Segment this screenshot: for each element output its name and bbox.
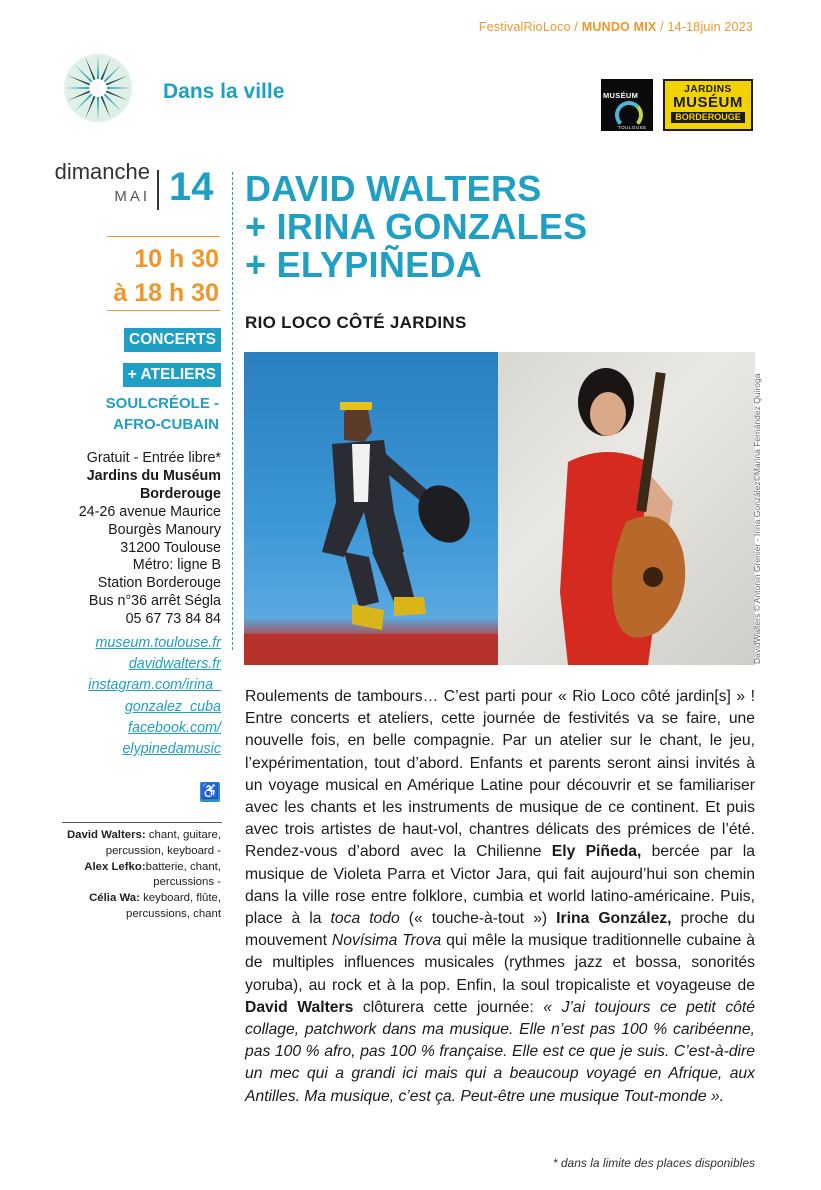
address-line2: Bourgès Manoury xyxy=(108,521,221,538)
credit-role: batterie, chant, xyxy=(145,860,221,873)
title-line2: + IRINA GONZALES xyxy=(245,206,588,247)
credit-name: Alex Lefko: xyxy=(84,860,146,873)
practical-info xyxy=(79,450,221,629)
artist-quote: « J’ai toujours ce petit côté collage, patchwork dans ma musique. Elle n’est pas 100 % caribéenne, pas 100 % afro, pas 100 % française. Elle est ce que je suis. C’est-à-dire un mec qui a grandi ici mais qui a beaucoup voyagé en Afrique, aux Antilles. Ma musique, c’est ça. Peut-être une musique Tout-monde ». xyxy=(245,998,755,1105)
price: Gratuit - Entrée libre* xyxy=(86,450,221,466)
artist-name-david: David Walters xyxy=(245,998,354,1016)
link-facebook[interactable]: facebook.com/ xyxy=(128,719,221,736)
body-italic: Novísima Trova xyxy=(331,932,442,950)
body-italic: toca todo xyxy=(330,910,400,928)
jardins-museum-logo xyxy=(663,79,753,131)
address-line1: 24-26 avenue Maurice xyxy=(78,503,221,520)
credit-name: Célia Wa: xyxy=(89,892,140,905)
museum-logo xyxy=(601,79,653,131)
credit-line xyxy=(67,907,221,923)
credit-role: keyboard, flûte, xyxy=(139,892,221,905)
festival-name: FestivalRioLoco / xyxy=(478,20,582,34)
section-title: Dans la ville xyxy=(163,80,285,103)
date-separator xyxy=(157,170,159,210)
event-subtitle: RIO LOCO CÔTÉ JARDINS xyxy=(245,313,467,332)
link-instagram[interactable]: instagram.com/irina_ xyxy=(88,677,221,694)
wheelchair-icon: ♿ xyxy=(200,783,220,800)
jardins-logo-line1: JARDINS xyxy=(684,84,732,95)
genre-line2: AFRO-CUBAIN xyxy=(113,416,219,433)
david-walters-figure xyxy=(244,352,498,665)
column-divider xyxy=(232,172,233,650)
day-number: 14 xyxy=(169,165,214,209)
event-date xyxy=(55,160,150,205)
body-text-part: bercée par la musique de Violeta Parra et Victor Jara, qui fait aujourd’hui son chemin dans la ville rose entre folklore, cumbia et world latino-américaine. Puis, place à la xyxy=(245,843,756,928)
month: MAI xyxy=(114,188,150,205)
credit-line xyxy=(67,828,221,844)
genre-line1: SOULCRÉOLE - xyxy=(105,395,219,412)
link-museum[interactable]: museum.toulouse.fr xyxy=(95,635,221,651)
time-rule-top xyxy=(107,236,220,237)
genre xyxy=(106,393,219,435)
body-text-part: proche du mouvement xyxy=(245,910,756,950)
festival-header xyxy=(479,20,753,34)
link-davidwalters[interactable]: davidwalters.fr xyxy=(128,656,221,673)
bus: Bus n°36 arrêt Ségla xyxy=(88,593,221,610)
museum-logo-text: MUSÉUM xyxy=(603,91,639,100)
musician-credits xyxy=(67,828,221,923)
credit-role: chant, guitare, xyxy=(145,829,221,841)
jardins-logo-line3: BORDEROUGE xyxy=(671,112,745,123)
photo-david-walters xyxy=(244,352,498,665)
tag-ateliers: + ATELIERS xyxy=(123,363,221,387)
city: 31200 Toulouse xyxy=(120,539,221,556)
venue-line2: Borderouge xyxy=(139,485,221,502)
time-end: à 18 h 30 xyxy=(113,279,219,307)
photo-irina-gonzales xyxy=(498,352,755,665)
event-title xyxy=(245,170,588,284)
event-description xyxy=(245,686,755,1108)
tag-concerts: CONCERTS xyxy=(124,328,221,352)
venue-line1: Jardins du Muséum xyxy=(86,467,221,484)
festival-dates: / 14-18juin 2023 xyxy=(656,20,753,34)
credit-name: David Walters: xyxy=(66,829,146,841)
body-text-part: Roulements de tambours… C’est parti pour « Rio Loco côté jardin[s] » ! Entre concerts et ateliers, cette journée de festivités va se faire, une nouvelle fois, en belle compagnie. Par un atelier sur le chant, le jeu, l’expérimentation, tout d’abord. Enfants et parents seront ainsi invités à un voyage musical en Amérique Latine pour découvrir et se familiariser avec les chants et les instruments de musique de ce continent. Et puis avec trois artistes de haut-vol, chantres délicats des prémices de l’été. Rendez-vous d’abord avec la Chilienne xyxy=(245,688,755,861)
festival-star-logo xyxy=(62,52,134,124)
artist-name-ely: Ely Piñeda, xyxy=(551,843,642,861)
credit-line xyxy=(67,891,221,907)
metro: Métro: ligne B xyxy=(132,557,221,574)
phone: 05 67 73 84 84 xyxy=(125,611,221,628)
body-text-part: qui mêle la musique traditionnelle cubaine à de multiples influences musicales (rythmes jazz et bossa, sonorités yoruba), au rock et à la pop. Enfin, la soul tropicaliste et voyageuse de xyxy=(245,932,755,994)
venue-name-2 xyxy=(79,486,221,504)
station: Station Borderouge xyxy=(97,575,221,592)
festival-edition: MUNDO MIX xyxy=(581,20,657,34)
credit-line xyxy=(67,844,221,860)
credit-role: percussion, keyboard - xyxy=(105,844,221,857)
time-rule-bottom xyxy=(107,310,220,311)
title-line3: + ELYPIÑEDA xyxy=(245,244,483,285)
links-list xyxy=(88,633,221,760)
artist-name-irina: Irina González, xyxy=(556,910,672,928)
time-start: 10 h 30 xyxy=(134,245,219,273)
footnote: * dans la limite des places disponibles xyxy=(552,1156,755,1170)
day-name: dimanche xyxy=(54,159,150,184)
credit-role: percussions - xyxy=(153,876,221,889)
body-text-part: (« touche-à-tout ») xyxy=(399,910,557,928)
museum-logo-sub: TOULOUSE xyxy=(618,125,647,130)
link-instagram-cont[interactable]: gonzalez_cuba xyxy=(124,698,221,715)
event-time xyxy=(113,242,219,310)
title-line1: DAVID WALTERS xyxy=(245,168,542,209)
body-text-part: clôturera cette journée: xyxy=(353,998,544,1016)
photo-credit: DavidWalters © Antonin Grenier - Irina González©Marina Fernández Quiroga xyxy=(752,373,762,664)
credits-divider xyxy=(62,822,222,823)
venue-name xyxy=(79,468,221,486)
credit-line xyxy=(67,875,221,891)
credit-role: percussions, chant xyxy=(126,907,221,920)
credit-line xyxy=(67,860,221,876)
link-facebook-cont[interactable]: elypinedamusic xyxy=(122,741,221,758)
jardins-logo-line2: MUSÉUM xyxy=(673,94,743,111)
irina-gonzales-figure xyxy=(498,352,755,665)
